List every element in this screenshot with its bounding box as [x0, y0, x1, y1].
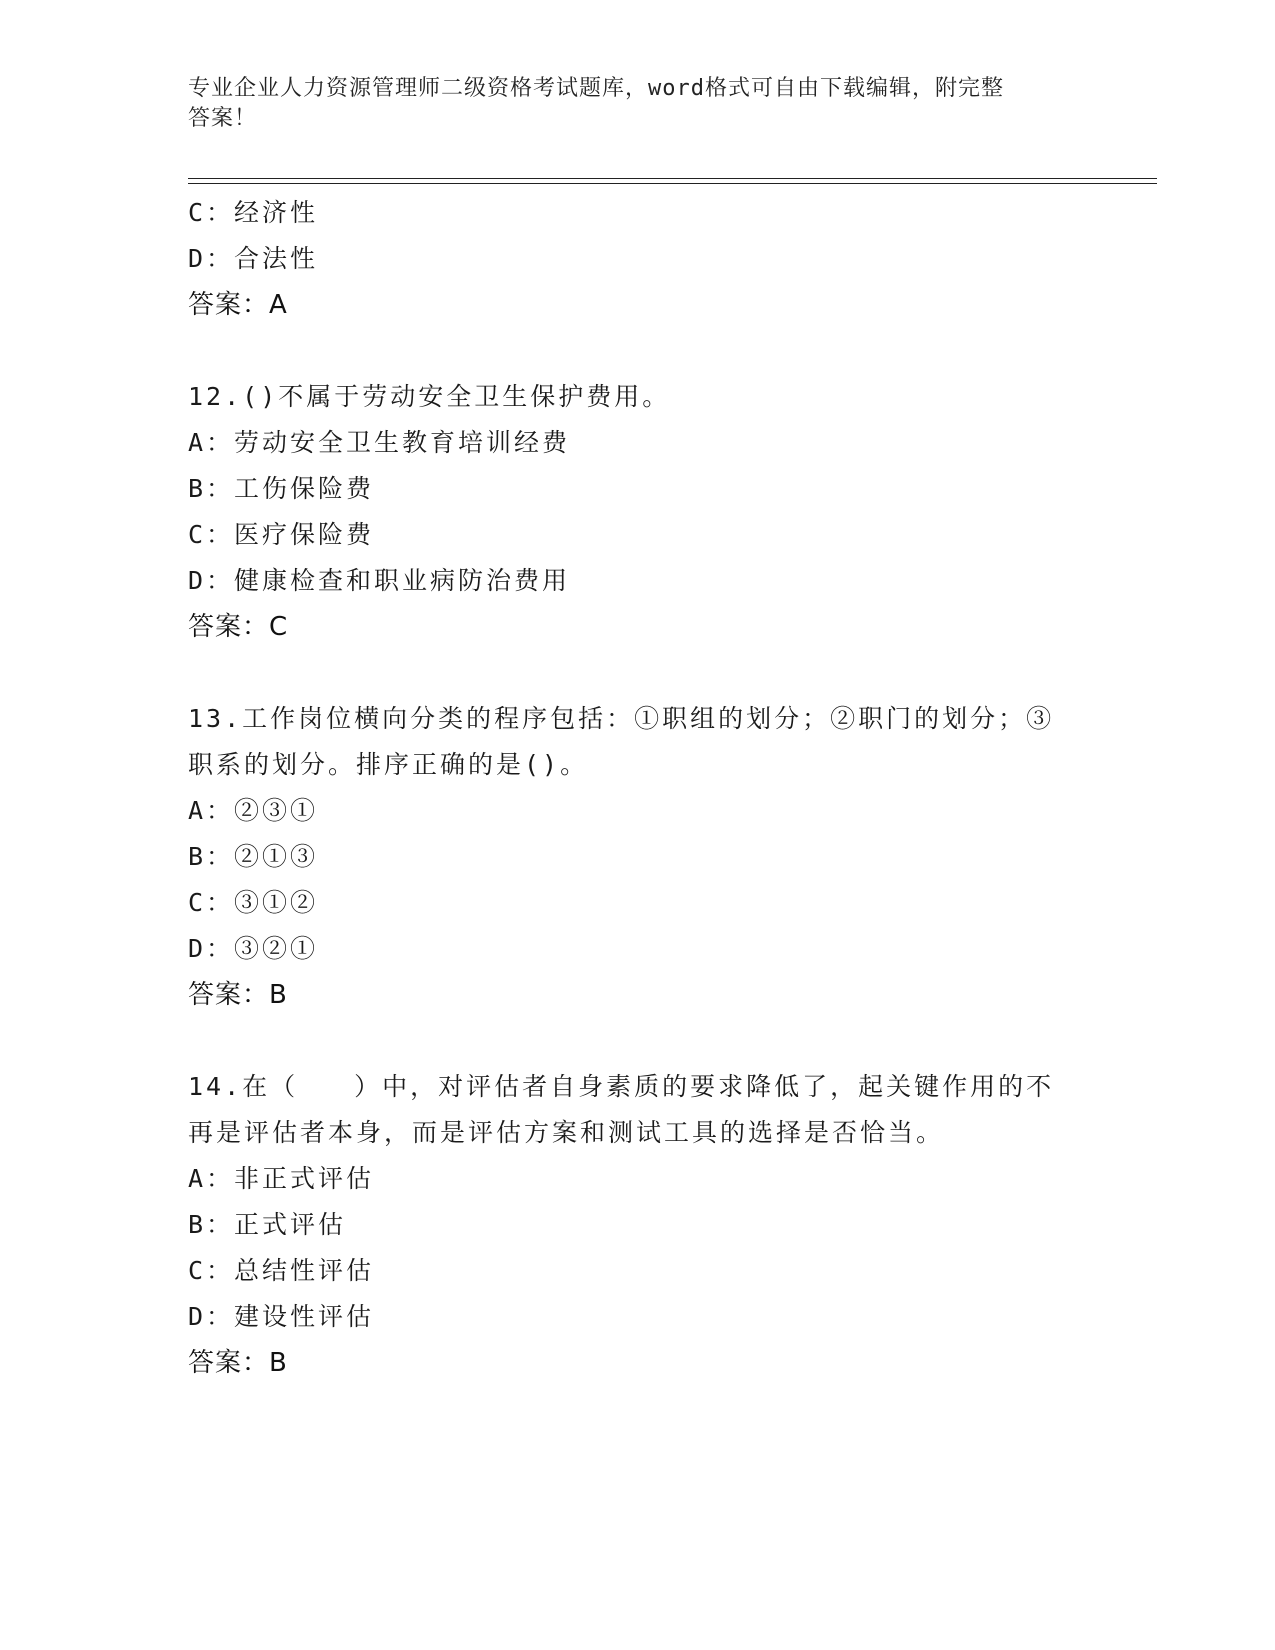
- option-a: A：非正式评估: [188, 1164, 375, 1193]
- option-c: C：总结性评估: [188, 1256, 375, 1285]
- option-b: B：正式评估: [188, 1210, 347, 1239]
- header-rule-bottom: [188, 183, 1157, 184]
- spacer: [188, 328, 1088, 374]
- question-stem-line-1: 13.工作岗位横向分类的程序包括：①职组的划分；②职门的划分；③: [188, 704, 1055, 733]
- option-b: B：②①③: [188, 842, 319, 871]
- answer: 答案：A: [188, 290, 288, 320]
- option-b: B：工伤保险费: [188, 474, 375, 503]
- page-header: [188, 74, 1088, 134]
- question-list: [188, 190, 1088, 1386]
- question-stem-line-2: 再是评估者本身，而是评估方案和测试工具的选择是否恰当。: [188, 1118, 945, 1147]
- question-13: [188, 696, 1088, 1018]
- option-d: D：③②①: [188, 934, 319, 963]
- option-d: D：建设性评估: [188, 1302, 375, 1331]
- spacer: [188, 650, 1088, 696]
- answer: 答案：C: [188, 612, 289, 642]
- option-c: C：医疗保险费: [188, 520, 375, 549]
- header-line-2: 答案！: [188, 106, 258, 131]
- question-stem-line-1: 14.在（ ）中，对评估者自身素质的要求降低了，起关键作用的不: [188, 1072, 1055, 1101]
- option-c: C：经济性: [188, 198, 319, 227]
- header-rule-top: [188, 178, 1157, 179]
- question-12: [188, 374, 1088, 650]
- header-line-1: 专业企业人力资源管理师二级资格考试题库，word格式可自由下载编辑，附完整: [188, 76, 1004, 101]
- question-stem-line-2: 职系的划分。排序正确的是()。: [188, 750, 589, 779]
- answer: 答案：B: [188, 980, 288, 1010]
- option-d: D：合法性: [188, 244, 319, 273]
- option-a: A：②③①: [188, 796, 319, 825]
- question-stem: 12.()不属于劳动安全卫生保护费用。: [188, 382, 671, 411]
- option-c: C：③①②: [188, 888, 319, 917]
- spacer: [188, 1018, 1088, 1064]
- answer: 答案：B: [188, 1348, 288, 1378]
- question-14: [188, 1064, 1088, 1386]
- question-11-continued: [188, 190, 1088, 328]
- option-d: D：健康检查和职业病防治费用: [188, 566, 571, 595]
- option-a: A：劳动安全卫生教育培训经费: [188, 428, 571, 457]
